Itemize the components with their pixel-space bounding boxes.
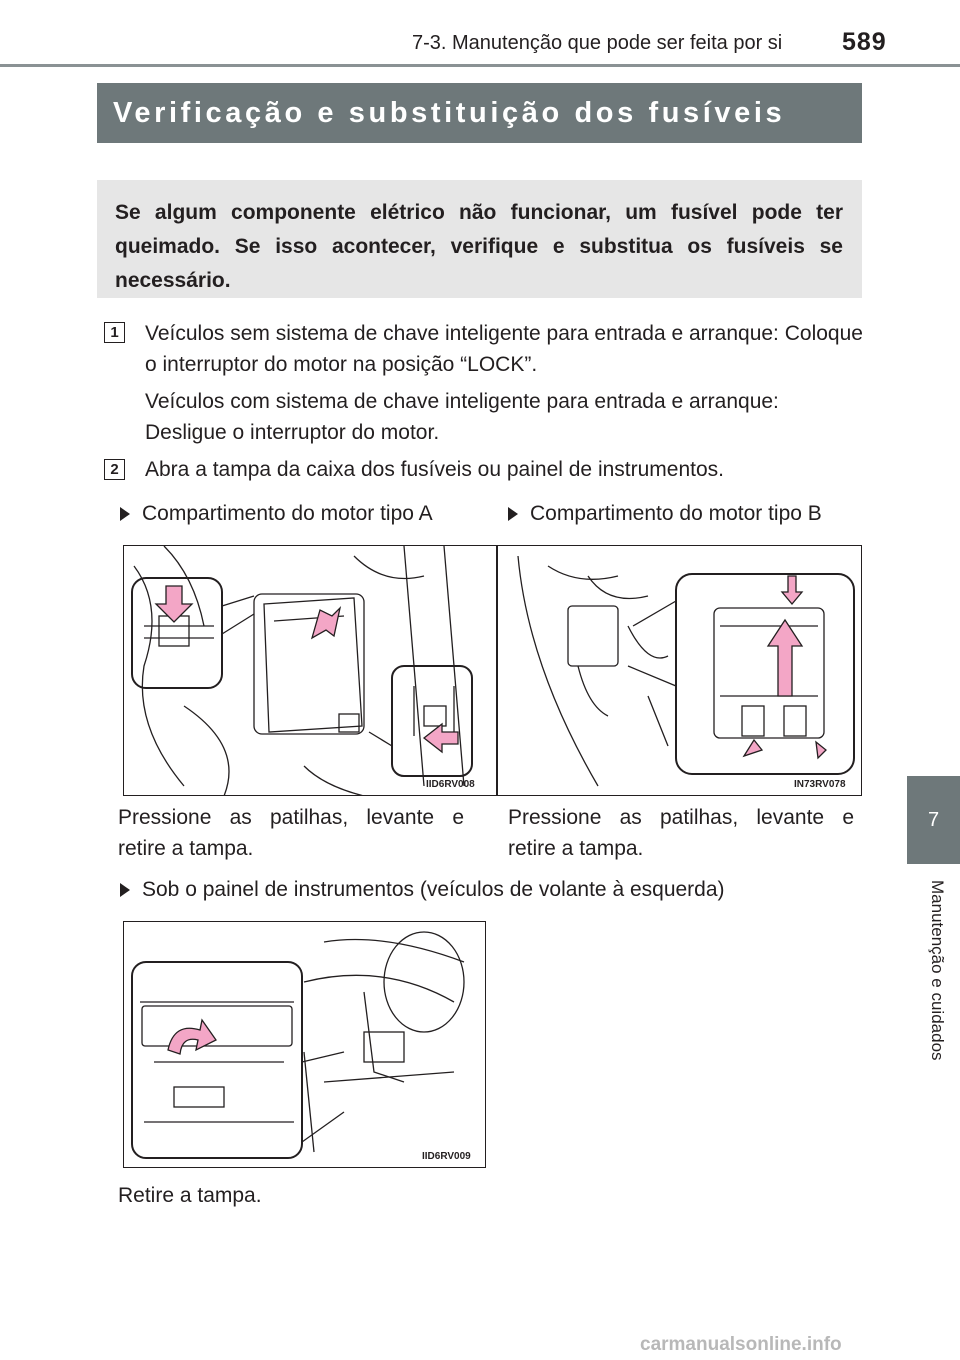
figure-b-code: IN73RV078 [794,779,846,790]
figure-c-code: IID6RV009 [422,1151,471,1162]
figure-a-caption: Pressione as patilhas, levante e retire a tampa. [118,806,464,860]
engine-b-illustration [498,546,862,796]
intro-text: Se algum componente elétrico não funcionar, um fusível pode ter queimado. Se isso acontecer, verifique e substitua os fusíveis se necessário. [115,201,843,292]
figure-b-heading-text: Compartimento do motor tipo B [530,502,822,525]
section-title: Verificação e substituição dos fusíveis [113,96,786,129]
step-number-1: 1 [104,322,125,343]
running-header-section: 7-3. Manutenção que pode ser feita por si [412,32,783,54]
step-1-paragraph-2: Veículos com sistema de chave inteligente para entrada e arranque: Desligue o interruptor do motor. [145,390,779,444]
engine-a-illustration [124,546,497,796]
chapter-tab [907,776,960,864]
figure-c-heading [120,878,725,902]
section-title-bar [97,83,862,143]
bullet-triangle-icon [120,883,130,897]
intro-box [97,180,862,298]
figure-a-heading-text: Compartimento do motor tipo A [142,502,433,525]
bullet-triangle-icon [120,507,130,521]
instrument-panel-illustration [124,922,486,1168]
page-number: 589 [842,28,887,56]
figure-a-heading [120,502,433,526]
figure-instrument-panel [123,921,486,1168]
chapter-tab-number: 7 [927,808,940,831]
chapter-tab-label: Manutenção e cuidados [928,880,947,1061]
bullet-triangle-icon [508,507,518,521]
figure-c-caption: Retire a tampa. [118,1184,262,1207]
figure-c-heading-text: Sob o painel de instrumentos (veículos de volante à esquerda) [142,878,725,901]
step-2-paragraph: Abra a tampa da caixa dos fusíveis ou painel de instrumentos. [145,458,724,481]
figure-b-heading [508,502,822,526]
figure-a-code: IID6RV008 [426,779,475,790]
figure-b-caption: Pressione as patilhas, levante e retire a tampa. [508,806,854,860]
figure-engine-type-a [123,545,497,796]
figure-engine-type-b [497,545,862,796]
watermark: carmanualsonline.info [640,1334,842,1355]
step-number-2: 2 [104,459,125,480]
header-rule [0,64,960,67]
step-1-paragraph-1: Veículos sem sistema de chave inteligente para entrada e arranque: Coloque o interruptor do motor na posição “LOCK”. [145,322,863,376]
